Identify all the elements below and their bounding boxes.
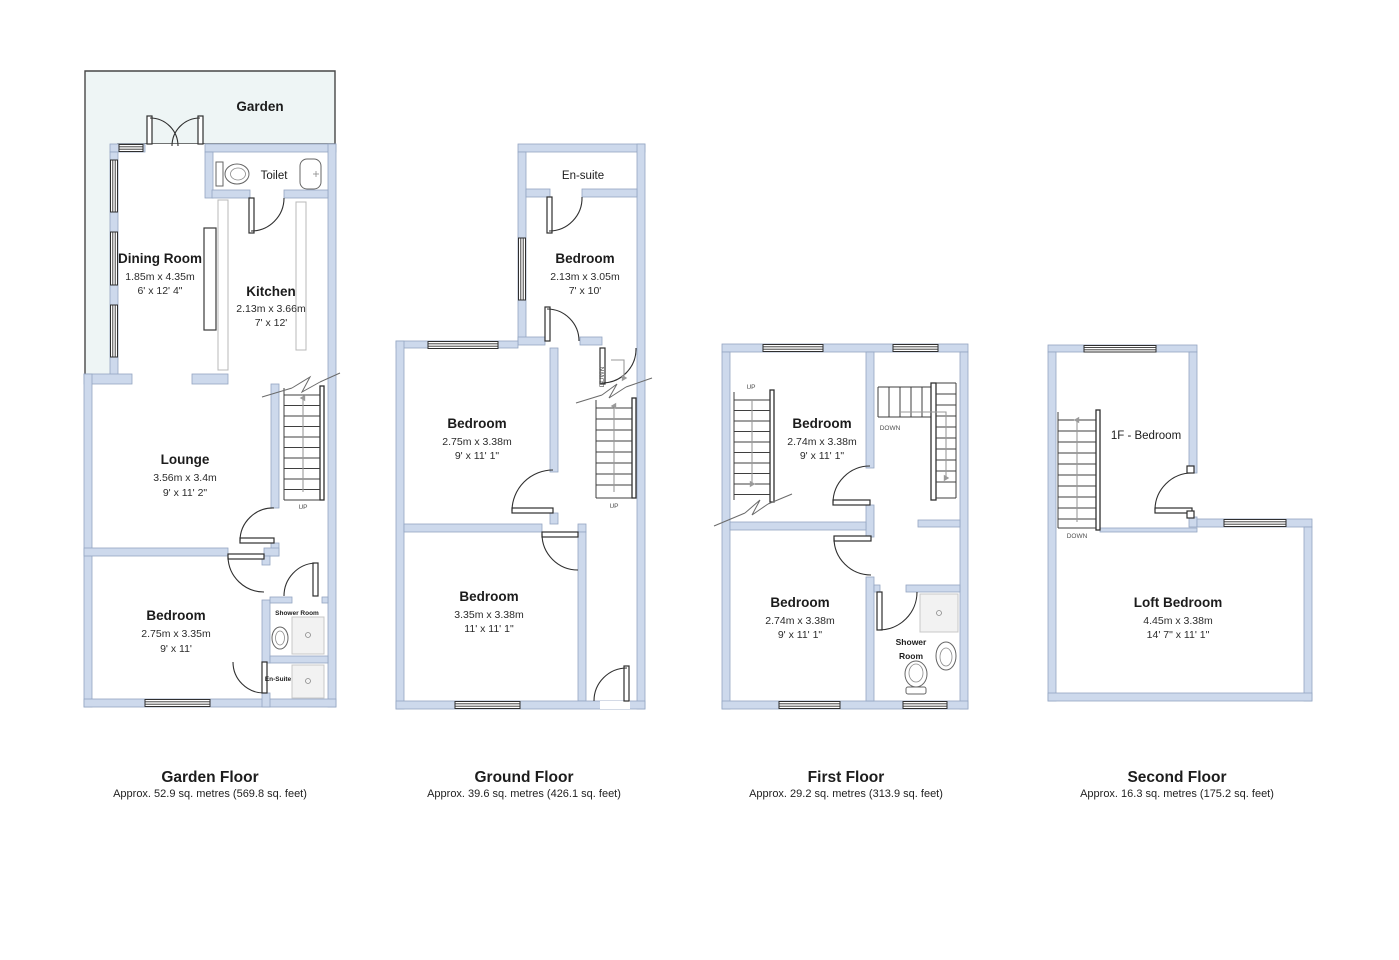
garden-label: Garden: [236, 99, 284, 114]
room-label: Shower: [895, 637, 927, 647]
room-label: Lounge: [160, 452, 210, 467]
room-label: Bedroom: [447, 416, 507, 431]
shower-tray-icon: [920, 594, 958, 632]
floor-area: Approx. 39.6 sq. metres (426.1 sq. feet): [427, 788, 621, 800]
shower-tray-icon: [292, 617, 324, 654]
room-label: Bedroom: [146, 608, 206, 623]
room-dims-imperial: 7' x 10': [568, 285, 602, 297]
room-dims-metric: 2.74m x 3.38m: [765, 615, 835, 627]
room-dims-imperial: 7' x 12': [254, 317, 288, 329]
floor-plan-first: [714, 344, 968, 709]
stairs-down-label: DOWN: [599, 366, 606, 388]
room-label: Bedroom: [555, 251, 615, 266]
room-label: Dining Room: [118, 251, 202, 266]
floor-title: Ground Floor: [474, 769, 574, 786]
toilet-icon: [905, 661, 927, 694]
stairs-up-label: UP: [609, 503, 619, 510]
floor-plan-garden: [84, 71, 340, 707]
room-dims-metric: 3.56m x 3.4m: [153, 472, 217, 484]
room-label: Bedroom: [770, 595, 830, 610]
room-dims-imperial: 9' x 11' 1": [777, 629, 823, 641]
room-label: En-suite: [561, 170, 605, 182]
room-dims-metric: 2.13m x 3.05m: [550, 271, 620, 283]
room-dims-metric: 2.75m x 3.35m: [141, 628, 211, 640]
stairs-down-label: DOWN: [879, 425, 901, 432]
room-dims-imperial: 9' x 11' 1": [454, 450, 500, 462]
floor-area: Approx. 29.2 sq. metres (313.9 sq. feet): [749, 788, 943, 800]
floor-title: First Floor: [807, 769, 885, 786]
sink-icon: [300, 159, 321, 189]
room-dims-metric: 2.74m x 3.38m: [787, 436, 857, 448]
room-dims-imperial: 6' x 12' 4": [137, 285, 183, 297]
room-label: Loft Bedroom: [1133, 595, 1223, 610]
floor-plan-second: [1048, 345, 1312, 701]
room-label: Bedroom: [459, 589, 519, 604]
floor-titles: [113, 769, 1274, 800]
room-label: Toilet: [260, 170, 288, 182]
room-label: Shower Room: [275, 610, 319, 617]
floor-area: Approx. 16.3 sq. metres (175.2 sq. feet): [1080, 788, 1274, 800]
floor-title: Second Floor: [1127, 769, 1227, 786]
sink-icon: [272, 627, 288, 649]
floor-plan-ground: [396, 144, 652, 709]
dining-kitchen-divider: [204, 228, 216, 330]
stairs-down-label: DOWN: [1066, 533, 1088, 540]
room-dims-imperial: 9' x 11': [160, 643, 192, 655]
room-dims-imperial: 9' x 11' 2": [162, 487, 208, 499]
room-label: Kitchen: [246, 284, 296, 299]
room-dims-imperial: 9' x 11' 1": [799, 450, 845, 462]
room-dims-metric: 2.75m x 3.38m: [442, 436, 512, 448]
room-dims-metric: 2.13m x 3.66m: [236, 303, 306, 315]
room-label: 1F - Bedroom: [1110, 430, 1182, 442]
room-dims-imperial: 14' 7" x 11' 1": [1146, 629, 1210, 641]
room-dims-metric: 3.35m x 3.38m: [454, 609, 524, 621]
floor-area: Approx. 52.9 sq. metres (569.8 sq. feet): [113, 788, 307, 800]
sink-icon: [936, 642, 956, 670]
room-label: En-Suite: [264, 676, 292, 683]
room-dims-metric: 1.85m x 4.35m: [125, 271, 195, 283]
stairs-up-label: UP: [746, 384, 756, 391]
room-label: Room: [898, 651, 924, 661]
room-dims-metric: 4.45m x 3.38m: [1143, 615, 1213, 627]
stairs-up-label: UP: [298, 504, 308, 511]
toilet-icon: [216, 162, 249, 186]
room-label: Bedroom: [792, 416, 852, 431]
room-dims-imperial: 11' x 11' 1": [464, 623, 514, 635]
shower-tray-icon: [292, 665, 324, 698]
floor-title: Garden Floor: [161, 769, 259, 786]
